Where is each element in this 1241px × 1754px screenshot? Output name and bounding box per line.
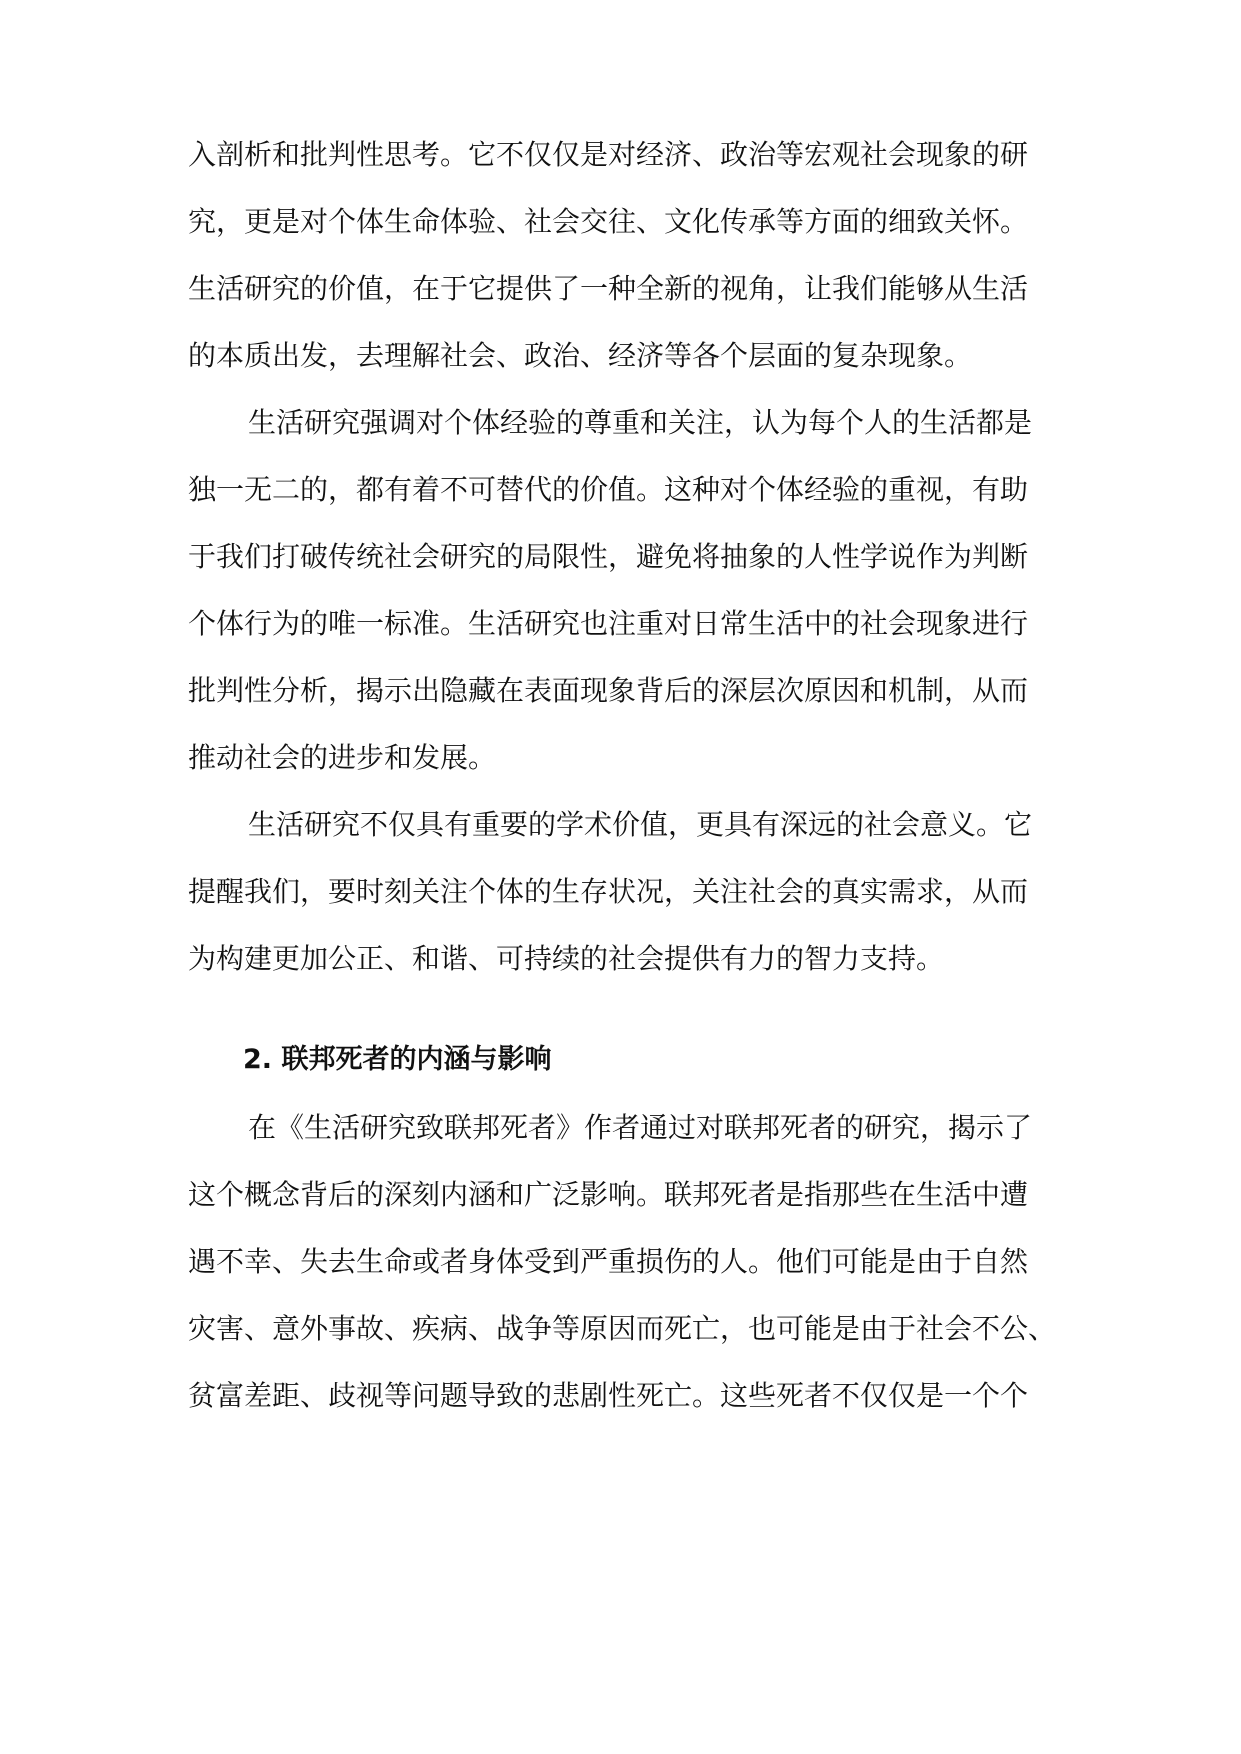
paragraph-2-line-3: 于我们打破传统社会研究的局限性，避免将抽象的人性学说作为判断 (188, 540, 1029, 573)
section-paragraph-line-4: 灾害、意外事故、疾病、战争等原因而死亡，也可能是由于社会不公、 (188, 1312, 1057, 1345)
section-heading: 2. 联邦死者的内涵与影响 (243, 1044, 552, 1075)
paragraph-2-line-4: 个体行为的唯一标准。生活研究也注重对日常生活中的社会现象进行 (188, 607, 1029, 640)
paragraph-1-line-1: 入剖析和批判性思考。它不仅仅是对经济、政治等宏观社会现象的研 (188, 138, 1029, 171)
section-paragraph-line-5: 贫富差距、歧视等问题导致的悲剧性死亡。这些死者不仅仅是一个个 (188, 1379, 1029, 1412)
paragraph-3-line-1: 生活研究不仅具有重要的学术价值，更具有深远的社会意义。它 (248, 808, 1033, 841)
paragraph-3-line-3: 为构建更加公正、和谐、可持续的社会提供有力的智力支持。 (188, 942, 945, 975)
paragraph-1-line-4: 的本质出发，去理解社会、政治、经济等各个层面的复杂现象。 (188, 339, 973, 372)
section-paragraph-line-1: 在《生活研究致联邦死者》作者通过对联邦死者的研究，揭示了 (248, 1111, 1033, 1144)
paragraph-1-line-3: 生活研究的价值，在于它提供了一种全新的视角，让我们能够从生活 (188, 272, 1029, 305)
paragraph-2-line-6: 推动社会的进步和发展。 (188, 741, 497, 774)
paragraph-2-line-5: 批判性分析，揭示出隐藏在表面现象背后的深层次原因和机制，从而 (188, 674, 1029, 707)
paragraph-2-line-1: 生活研究强调对个体经验的尊重和关注，认为每个人的生活都是 (248, 406, 1033, 439)
paragraph-2-line-2: 独一无二的，都有着不可替代的价值。这种对个体经验的重视，有助 (188, 473, 1029, 506)
section-paragraph-line-2: 这个概念背后的深刻内涵和广泛影响。联邦死者是指那些在生活中遭 (188, 1178, 1029, 1211)
section-paragraph-line-3: 遇不幸、失去生命或者身体受到严重损伤的人。他们可能是由于自然 (188, 1245, 1029, 1278)
paragraph-3-line-2: 提醒我们，要时刻关注个体的生存状况，关注社会的真实需求，从而 (188, 875, 1029, 908)
paragraph-1-line-2: 究，更是对个体生命体验、社会交往、文化传承等方面的细致关怀。 (188, 205, 1029, 238)
